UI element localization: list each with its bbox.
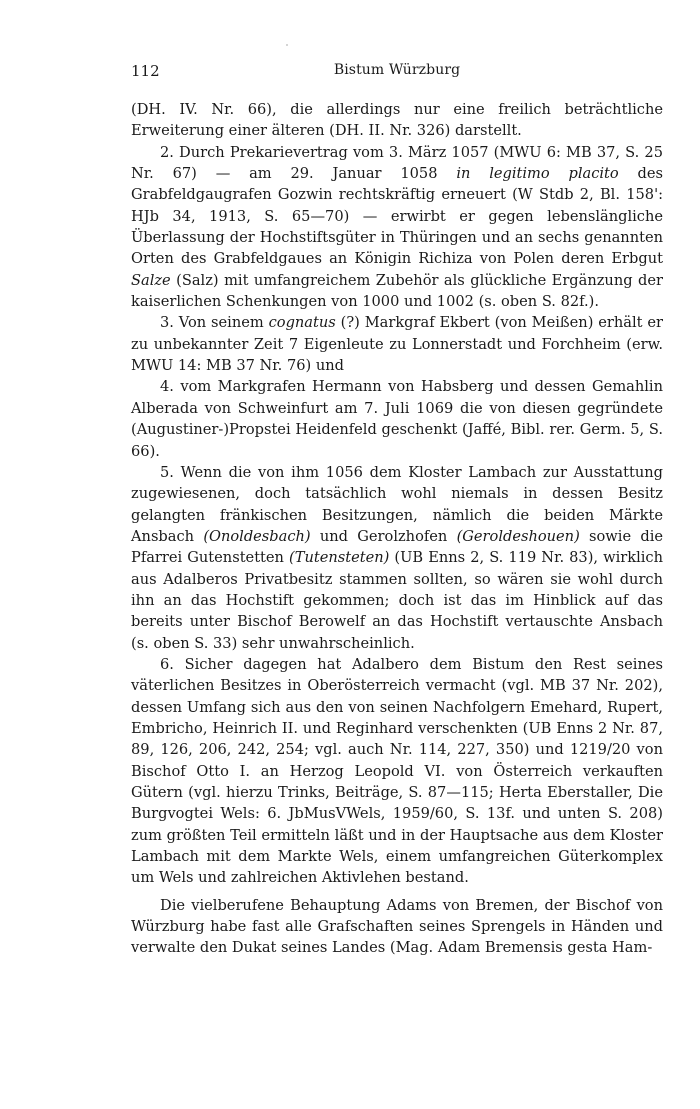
italic-term: cognatus (268, 314, 336, 332)
italic-term: Salze (131, 271, 171, 289)
text-run: 2. Durch Prekarievertrag vom 3. März 1057 (MWU 6: MB 37, S. 25 Nr. 67) — am 29. Januar 1058 (131, 143, 663, 183)
text-run: und Gerolzhofen (310, 527, 457, 545)
running-title: Bistum Würzburg (333, 62, 461, 78)
italic-term: (Geroldeshouen) (456, 527, 580, 545)
text-run: (DH. IV. Nr. 66), die allerdings nur eine freilich beträchtliche Erweiterung einer älteren (DH. II. Nr. 326) darstellt. (131, 101, 663, 140)
italic-term: (Onoldesbach) (203, 527, 311, 545)
paragraph (131, 312, 663, 376)
text-run: (UB Enns 2, S. 119 Nr. 83), wirklich aus Adalberos Privatbesitz stammen sollten, so wären sie wohl durch ihn an das Hochstift gekommen; doch ist das im Hinblick auf das bereits unter Bischof Berowelf an das Hochstift vertauschte Ansbach (s. oben S. 33) sehr unwahrscheinlich. (131, 549, 664, 652)
text-run: (?) Markgraf Ekbert (von Meißen) erhält er zu unbekannter Zeit 7 Eigenleute zu Lonnerstadt und Forchheim (erw. MWU 14: MB 37 Nr. 76) und (131, 314, 663, 375)
paragraph (131, 462, 663, 654)
italic-term: (Tutensteten) (289, 549, 390, 567)
paragraph (131, 654, 663, 889)
scan-speck (286, 44, 288, 46)
page-number: 112 (131, 62, 160, 80)
page-header (131, 62, 663, 86)
paragraph (131, 99, 663, 142)
paragraph (131, 376, 663, 461)
text-run: (Salz) mit umfangreichem Zubehör als glückliche Ergänzung der kaiserlichen Schenkungen von 1000 und 1002 (s. oben S. 82f.). (131, 271, 663, 311)
body-text (131, 99, 663, 959)
paragraph (131, 142, 663, 313)
text-run: Die vielberufene Behauptung Adams von Bremen, der Bischof von Würzburg habe fast alle Grafschaften seines Sprengels in Händen und verwalte den Dukat seines Landes (Mag. Adam Bremensis gesta Ham- (131, 896, 663, 957)
text-run: des Grabfeldgaugrafen Gozwin rechtskräftig erneuert (W Stdb 2, Bl. 158': HJb 34, 1913, S. 65—70) — erwirbt er gegen lebenslängliche Überlassung der Hochstiftsgüter in Thüringen und an sechs genannten Orten des Grabfeldgaues an Königin Richiza von Polen deren Erbgut (131, 165, 663, 268)
text-run: sowie die Pfarrei Gutenstetten (131, 527, 664, 567)
text-run: 6. Sicher dagegen hat Adalbero dem Bistum den Rest seines väterlichen Besitzes in Oberösterreich vermacht (vgl. MB 37 Nr. 202), dessen Umfang sich aus den von seinen Nachfolgern Emehard, Rupert, Embricho, Heinrich II. und Reginhard verschenkten (UB Enns 2 Nr. 87, 89, 126, 206, 242, 254; vgl. auch Nr. 114, 227, 350) und 1219/20 von Bischof Otto I. an Herzog Leopold VI. von Österreich verkauften Gütern (vgl. hierzu Trinks, Beiträge, S. 87—115; Herta Eberstaller, Die Burgvogtei Wels: 6. JbMusVWels, 1959/60, S. 13f. und unten S. 208) zum größten Teil ermitteln läßt und in der Hauptsache aus dem Kloster Lambach mit dem Markte Wels, einem umfangreichen Güterkomplex um Wels und zahlreichen Aktivlehen bestand. (131, 655, 663, 887)
italic-term: in legitimo placito (456, 165, 619, 183)
text-run: 5. Wenn die von ihm 1056 dem Kloster Lambach zur Ausstattung zugewiesenen, doch tatsächlich wohl niemals in dessen Besitz gelangten fränkischen Besitzungen, nämlich die beiden Märkte Ansbach (131, 463, 663, 545)
text-run: 4. vom Markgrafen Hermann von Habsberg und dessen Gemahlin Alberada von Schweinfurt am 7. Juli 1069 die von diesen gegründete (Augustiner-)Propstei Heidenfeld geschenkt (Jaffé, Bibl. rer. Germ. 5, S. 66). (131, 378, 663, 460)
text-run: 3. Von seinem (160, 314, 269, 332)
paragraph (131, 895, 663, 959)
